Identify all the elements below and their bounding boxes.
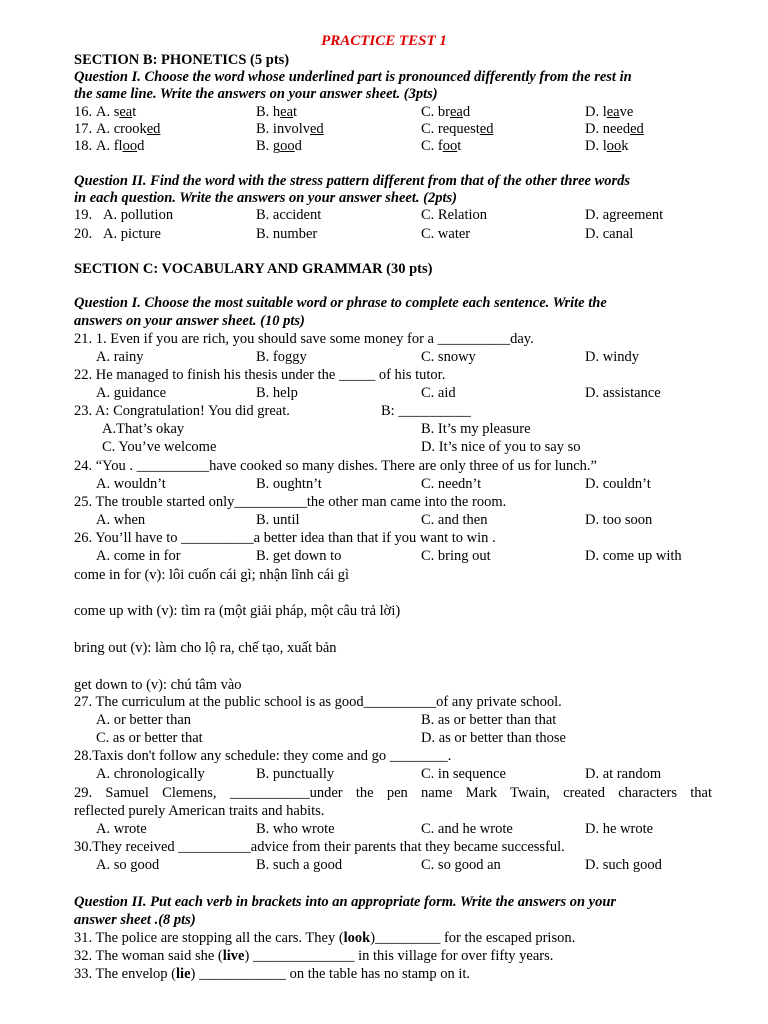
- answer-option: B. as or better than that: [421, 712, 557, 728]
- answer-option: C. bread: [421, 104, 471, 120]
- answer-option: A. wouldn’t: [96, 476, 166, 492]
- section-b-q2-instruction-2: in each question. Write the answers on your answer sheet. (2pts): [74, 190, 457, 206]
- answer-option: A. picture: [103, 226, 161, 242]
- section-c-q1-instruction-1: Question I. Choose the most suitable word or phrase to complete each sentence. Write the: [74, 295, 607, 311]
- answer-option: C. and then: [421, 512, 488, 528]
- question-24-stem: 24. “You . __________have cooked so many dishes. There are only three of us for lunch.”: [74, 458, 597, 474]
- answer-option: C. needn’t: [421, 476, 482, 492]
- question-31-text-b: )_________ for the escaped prison.: [370, 930, 576, 946]
- answer-option: A. wrote: [96, 821, 147, 837]
- question-23-stem: 23. A: Congratulation! You did great.: [74, 403, 290, 419]
- answer-option: A. so good: [96, 857, 160, 873]
- answer-option: B. good: [256, 138, 302, 154]
- section-b-heading: SECTION B: PHONETICS (5 pts): [74, 52, 290, 68]
- question-number: 18.: [74, 138, 93, 154]
- answer-option: B. until: [256, 512, 300, 528]
- answer-option: B. help: [256, 385, 298, 401]
- underlined-part: ed: [479, 121, 494, 137]
- answer-option: B. foggy: [256, 349, 307, 365]
- answer-option: B. who wrote: [256, 821, 335, 837]
- underlined-part: ea: [119, 104, 133, 120]
- answer-option: A. rainy: [96, 349, 144, 365]
- answer-option: D. look: [585, 138, 629, 154]
- question-22-stem: 22. He managed to finish his thesis under the _____ of his tutor.: [74, 367, 446, 383]
- answer-option: C. foot: [421, 138, 462, 154]
- question-29-stem-2: reflected purely American traits and habits.: [74, 803, 325, 819]
- answer-option: B. accident: [256, 207, 322, 223]
- question-32-verb: live: [222, 948, 245, 964]
- underlined-part: ed: [146, 121, 161, 137]
- answer-option: A. guidance: [96, 385, 167, 401]
- answer-option: A. seat: [96, 104, 137, 120]
- question-21-stem: 21. 1. Even if you are rich, you should save some money for a __________day.: [74, 331, 534, 347]
- answer-option: A. when: [96, 512, 146, 528]
- question-number: 20.: [74, 226, 93, 242]
- section-c-q2-instruction-2: answer sheet .(8 pts): [74, 912, 196, 928]
- answer-option: D. assistance: [585, 385, 661, 401]
- answer-option: D. It’s nice of you to say so: [421, 439, 581, 455]
- answer-option: B. number: [256, 226, 318, 242]
- answer-option: D. couldn’t: [585, 476, 651, 492]
- answer-option: A. flood: [96, 138, 145, 154]
- question-33-text-b: ) ____________ on the table has no stamp on it.: [190, 966, 471, 982]
- answer-option: D. too soon: [585, 512, 653, 528]
- question-33: [74, 966, 470, 983]
- answer-option: B. punctually: [256, 766, 335, 782]
- question-28-stem: 28.Taxis don't follow any schedule: they come and go ________.: [74, 748, 452, 764]
- question-31-verb: look: [343, 930, 371, 946]
- underlined-part: ea: [606, 104, 620, 120]
- underlined-part: ea: [450, 104, 463, 120]
- answer-option: C. snowy: [421, 349, 476, 365]
- answer-option: C. and he wrote: [421, 821, 513, 837]
- answer-option: D. come up with: [585, 548, 682, 564]
- answer-option: B. It’s my pleasure: [421, 421, 531, 437]
- note-bring-out: bring out (v): làm cho lộ ra, chế tạo, xuất bản: [74, 640, 337, 656]
- answer-option: B. such a good: [256, 857, 343, 873]
- question-32-text-b: ) ______________ in this village for over fifty years.: [244, 948, 554, 964]
- answer-option: D. such good: [585, 857, 662, 873]
- answer-option: B. involved: [256, 121, 324, 137]
- answer-option: C. in sequence: [421, 766, 506, 782]
- underlined-part: oo: [606, 138, 622, 154]
- question-32: [74, 948, 553, 965]
- answer-option: A. chronologically: [96, 766, 205, 782]
- question-30-stem: 30.They received __________advice from their parents that they became successful.: [74, 839, 565, 855]
- note-come-up-with: come up with (v): tìm ra (một giải pháp, một câu trả lời): [74, 603, 401, 619]
- answer-option: C. aid: [421, 385, 456, 401]
- section-b-q1-instruction-2: the same line. Write the answers on your answer sheet. (3pts): [74, 86, 438, 102]
- question-33-text-a: 33. The envelop (: [74, 966, 177, 982]
- question-33-verb: lie: [176, 966, 191, 982]
- note-come-in-for: come in for (v): lôi cuốn cái gì; nhận lĩnh cái gì: [74, 567, 350, 583]
- question-number: 19.: [74, 207, 93, 223]
- question-number: 16.: [74, 104, 93, 120]
- answer-option: C. You’ve welcome: [102, 439, 217, 455]
- answer-option: B. oughtn’t: [256, 476, 322, 492]
- answer-option: C. as or better that: [96, 730, 203, 746]
- answer-option: D. canal: [585, 226, 634, 242]
- answer-option: C. Relation: [421, 207, 488, 223]
- answer-option: A. pollution: [103, 207, 174, 223]
- underlined-part: ed: [630, 121, 644, 137]
- underlined-part: oo: [122, 138, 138, 154]
- answer-option: A. or better than: [96, 712, 192, 728]
- answer-option: D. he wrote: [585, 821, 654, 837]
- section-c-heading: SECTION C: VOCABULARY AND GRAMMAR (30 pts): [74, 261, 433, 277]
- question-23-stem-b: B: __________: [381, 403, 471, 419]
- answer-option: D. at random: [585, 766, 662, 782]
- answer-option: C. requested: [421, 121, 494, 137]
- answer-option: C. bring out: [421, 548, 491, 564]
- question-number: 17.: [74, 121, 93, 137]
- answer-option: D. windy: [585, 349, 639, 365]
- section-b-q1-instruction-1: Question I. Choose the word whose underlined part is pronounced differently from the rest in: [74, 69, 632, 85]
- answer-option: D. as or better than those: [421, 730, 566, 746]
- question-31-text-a: 31. The police are stopping all the cars. They (: [74, 930, 344, 946]
- underlined-part: oo: [442, 138, 458, 154]
- page-title: PRACTICE TEST 1: [321, 33, 447, 49]
- underlined-part: ed: [309, 121, 324, 137]
- underlined-part: oo: [280, 138, 295, 154]
- note-get-down-to: get down to (v): chú tâm vào: [74, 677, 242, 693]
- answer-option: D. needed: [585, 121, 644, 137]
- section-c-q1-instruction-2: answers on your answer sheet. (10 pts): [74, 313, 305, 329]
- answer-option: D. leave: [585, 104, 634, 120]
- answer-option: A.That’s okay: [102, 421, 185, 437]
- answer-option: B. get down to: [256, 548, 342, 564]
- question-29-stem-1: 29. Samuel Clemens, ___________under the pen name Mark Twain, created characters that: [74, 785, 712, 801]
- question-31: [74, 930, 575, 947]
- question-26-stem: 26. You’ll have to __________a better idea than that if you want to win .: [74, 530, 496, 546]
- section-b-q2-instruction-1: Question II. Find the word with the stress pattern different from that of the other three words: [74, 173, 631, 189]
- section-c-q2-instruction-1: Question II. Put each verb in brackets into an appropriate form. Write the answers on your: [74, 894, 617, 910]
- underlined-part: ea: [280, 104, 294, 120]
- answer-option: D. agreement: [585, 207, 664, 223]
- answer-option: B. heat: [256, 104, 298, 120]
- answer-option: A. crooked: [96, 121, 161, 137]
- question-32-text-a: 32. The woman said she (: [74, 948, 223, 964]
- answer-option: C. so good an: [421, 857, 501, 873]
- answer-option: C. water: [421, 226, 471, 242]
- answer-option: A. come in for: [96, 548, 181, 564]
- question-27-stem: 27. The curriculum at the public school is as good__________of any private school.: [74, 694, 562, 710]
- question-25-stem: 25. The trouble started only__________the other man came into the room.: [74, 494, 507, 510]
